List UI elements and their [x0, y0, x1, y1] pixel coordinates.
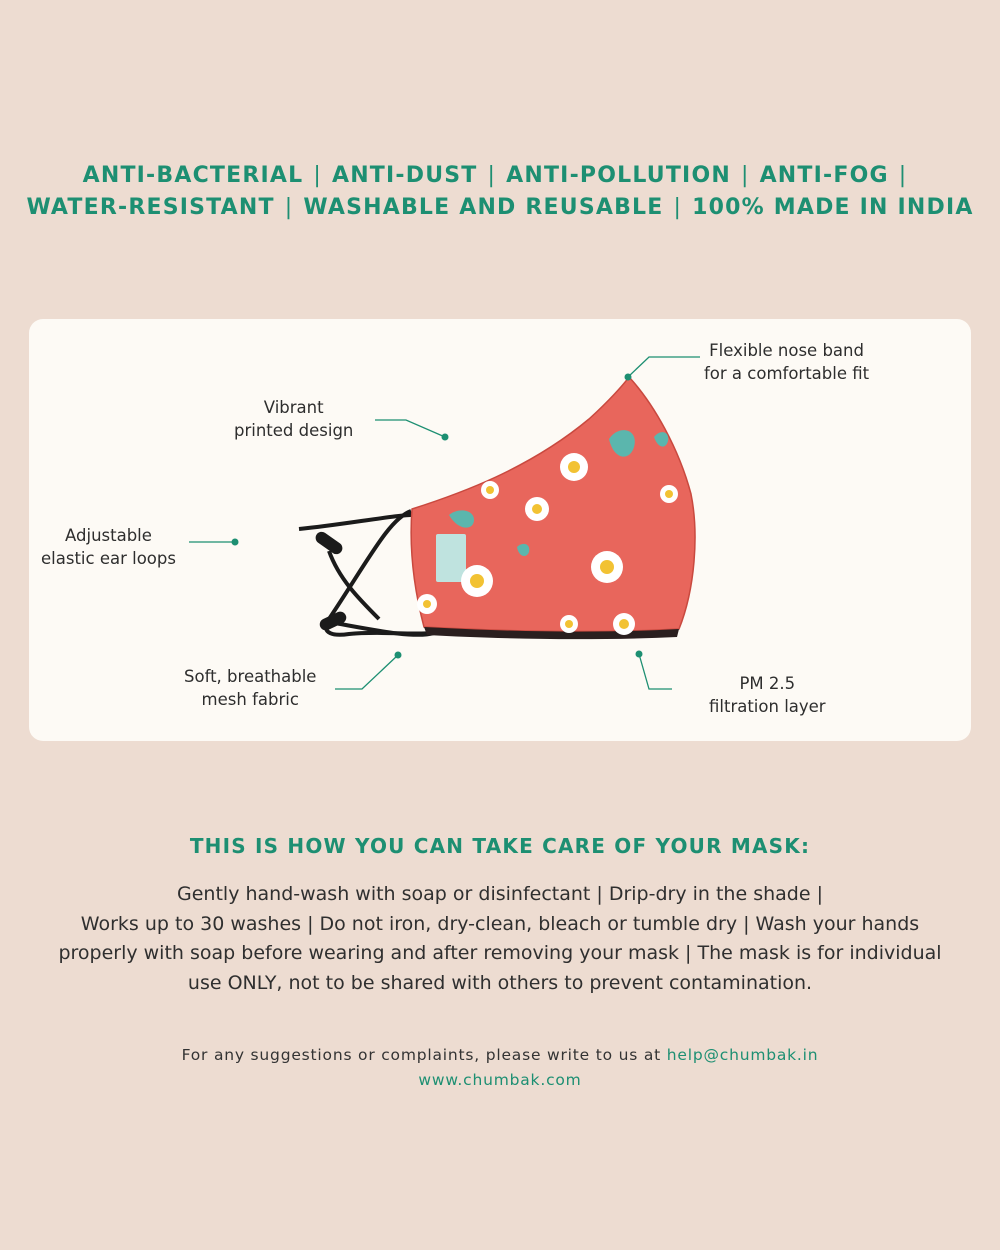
feature-washable: WASHABLE AND REUSABLE — [303, 195, 664, 220]
care-line: use ONLY, not to be shared with others to prevent contamination. — [187, 971, 813, 994]
separator: | — [313, 163, 322, 188]
mask-diagram-card — [29, 319, 971, 741]
contact-text: For any suggestions or complaints, please write to us at — [181, 1046, 667, 1064]
care-line: properly with soap before wearing and after removing your mask | The mask is for individual — [58, 942, 942, 964]
separator: | — [487, 163, 497, 188]
label-ear-loops: Adjustable elastic ear loops — [41, 526, 176, 568]
brand-tag — [436, 534, 466, 582]
feature-row-1 — [0, 160, 1000, 192]
separator: | — [673, 195, 683, 220]
website-link[interactable]: www.chumbak.com — [418, 1071, 582, 1089]
feature-made-in-india: 100% MADE IN INDIA — [692, 195, 974, 220]
care-title: THIS IS HOW YOU CAN TAKE CARE OF YOUR MASK: — [189, 834, 811, 858]
feature-list — [0, 160, 1000, 224]
feature-anti-bacterial: ANTI-BACTERIAL — [82, 163, 304, 188]
mask-body — [411, 377, 695, 632]
care-line: Gently hand-wash with soap or disinfectant | Drip-dry in the shade | — [177, 883, 823, 905]
feature-anti-fog: ANTI-FOG — [759, 163, 889, 188]
contact-info — [0, 1043, 1000, 1093]
label-mesh-fabric: Soft, breathable mesh fabric — [184, 667, 317, 709]
care-line: Works up to 30 washes | Do not iron, dry-clean, bleach or tumble dry | Wash your hands — [80, 912, 920, 935]
feature-anti-pollution: ANTI-POLLUTION — [506, 163, 731, 188]
feature-anti-dust: ANTI-DUST — [331, 163, 478, 188]
label-nose-band: Flexible nose band for a comfortable fit — [704, 341, 870, 383]
email-link[interactable]: help@chumbak.in — [666, 1046, 819, 1064]
label-filtration: PM 2.5 filtration layer — [709, 674, 826, 716]
separator: | — [284, 195, 294, 220]
separator: | — [740, 163, 750, 188]
care-instructions — [50, 880, 950, 998]
feature-water-resistant: WATER-RESISTANT — [26, 195, 275, 220]
feature-row-2 — [0, 192, 1000, 224]
label-printed-design: Vibrant printed design — [234, 398, 354, 440]
separator: | — [898, 163, 908, 188]
